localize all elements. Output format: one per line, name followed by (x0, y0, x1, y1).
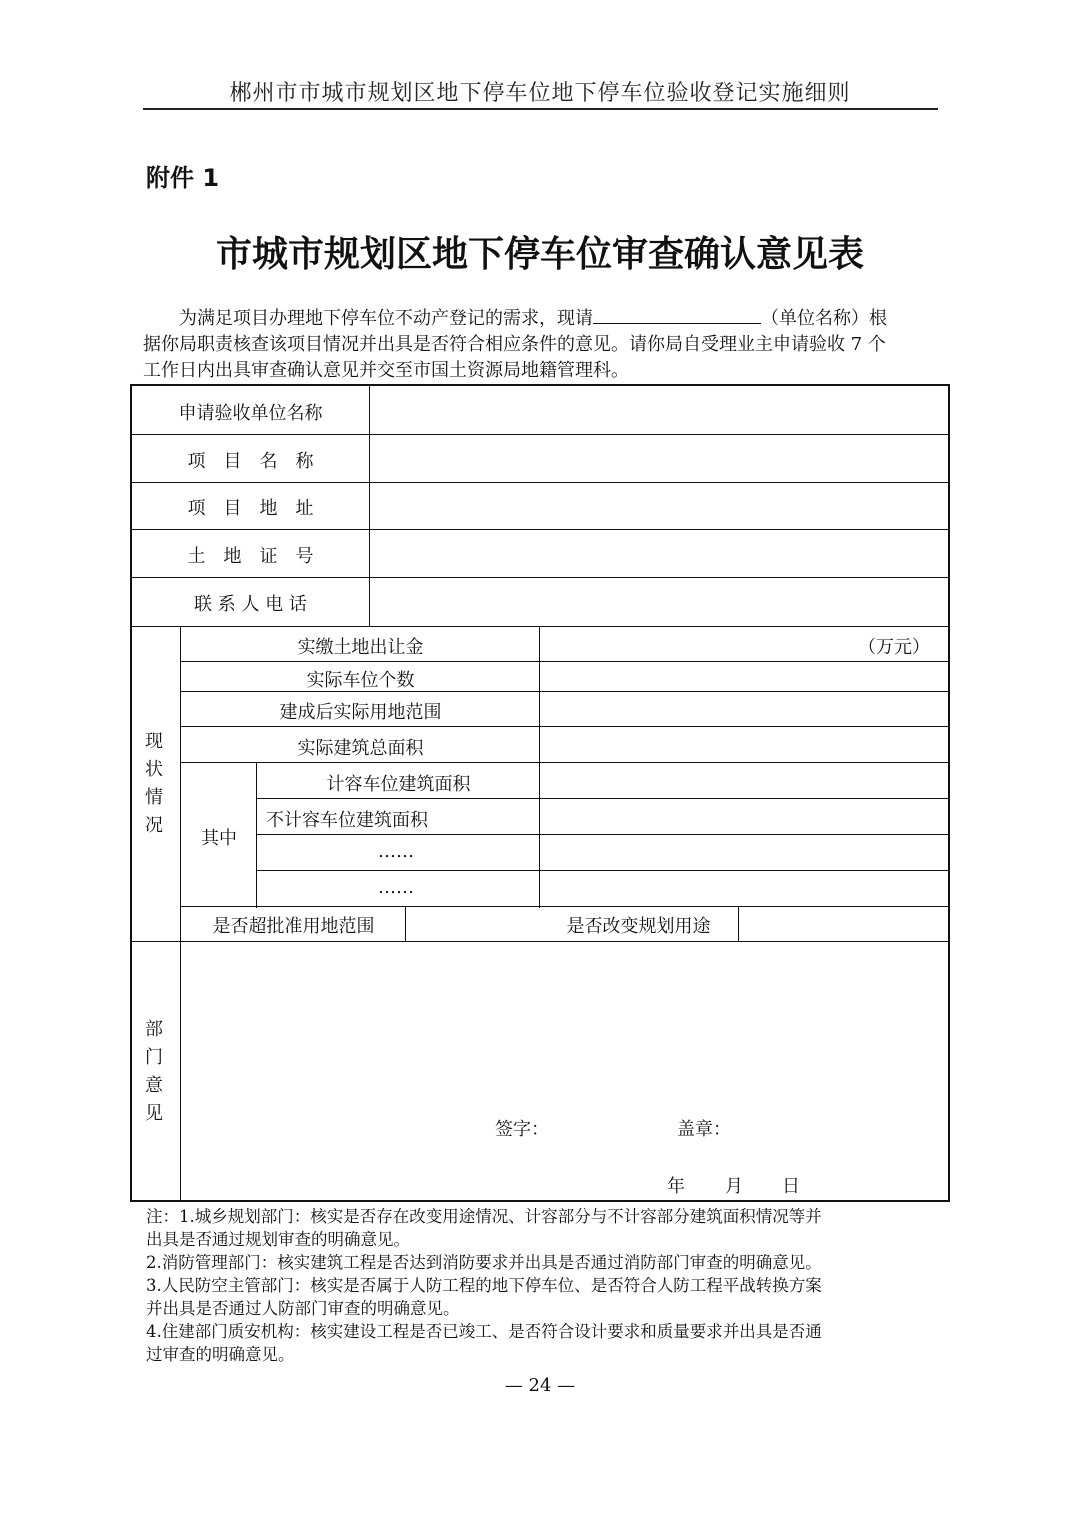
land-certificate-field[interactable] (372, 530, 947, 576)
review-form-table (130, 384, 950, 1202)
total-area-field[interactable] (541, 727, 948, 762)
note-line: 出具是否通过规划审查的明确意见。 (146, 1230, 410, 1249)
contact-phone-label: 联 系 人 电 话 (194, 594, 307, 615)
land-certificate-label: 土 地 证 号 (187, 546, 314, 567)
counted-area-label: 计容车位建筑面积 (326, 774, 471, 795)
note-line: 2.消防管理部门：核实建筑工程是否达到消防要求并出具是否通过消防部门审查的明确意见。 (146, 1253, 822, 1272)
table-rule (405, 906, 406, 942)
ellipsis-row-1: …… (378, 841, 414, 862)
table-rule (256, 834, 950, 835)
form-title: 市城市规划区地下停车位审查确认意见表 (215, 234, 864, 275)
table-rule (256, 762, 257, 908)
opinion-section-label: 部门意见 (145, 1019, 163, 1124)
land-scope-label: 建成后实际用地范围 (279, 702, 442, 723)
note-line: 注：1.城乡规划部门：核实是否存在改变用途情况、计容部分与不计容部分建筑面积情况等并 (146, 1207, 822, 1226)
department-opinion-field[interactable] (182, 943, 948, 1201)
uncounted-area-label: 不计容车位建筑面积 (266, 810, 428, 831)
land-scope-field[interactable] (541, 692, 948, 726)
note-line: 3.人民防空主管部门：核实是否属于人防工程的地下停车位、是否符合人防工程平战转换方案 (146, 1276, 822, 1295)
table-rule (539, 626, 540, 908)
counted-area-field[interactable] (541, 763, 948, 798)
total-area-label: 实际建筑总面积 (297, 738, 424, 759)
intro-text-1: 为满足项目办理地下停车位不动产登记的需求，现请 (179, 308, 593, 329)
change-use-field[interactable] (740, 907, 948, 941)
table-rule (738, 906, 739, 942)
header-divider (143, 108, 938, 110)
note-line: 并出具是否通过人防部门审查的明确意见。 (146, 1299, 460, 1318)
notes-section (146, 1205, 936, 1366)
applicant-unit-field[interactable] (372, 387, 947, 433)
seal-label: 盖章： (677, 1119, 731, 1140)
intro-paragraph (143, 305, 933, 384)
exceed-scope-label: 是否超批准用地范围 (212, 916, 375, 937)
note-line: 过审查的明确意见。 (146, 1345, 295, 1364)
attachment-label: 附件 1 (146, 164, 220, 192)
page-number: — 24 — (504, 1375, 576, 1396)
contact-phone-field[interactable] (372, 578, 947, 624)
date-month-label: 月 (725, 1176, 743, 1197)
uncounted-area-field[interactable] (541, 799, 948, 834)
project-address-field[interactable] (372, 483, 947, 529)
intro-text-3: 据你局职责核查该项目情况并出具是否符合相应条件的意见。请你局自受理业主申请验收 7 个 (143, 334, 886, 355)
status-section-label: 现状情况 (145, 731, 163, 836)
parking-count-field[interactable] (541, 662, 948, 691)
date-day-label: 日 (782, 1176, 800, 1197)
note-line: 4.住建部门质安机构：核实建设工程是否已竣工、是否符合设计要求和质量要求并出具是否通 (146, 1322, 822, 1341)
project-name-label: 项 目 名 称 (187, 451, 314, 472)
project-address-label: 项 目 地 址 (187, 498, 314, 519)
ellipsis-row-2: …… (378, 877, 414, 898)
signature-label: 签字： (495, 1119, 549, 1140)
among-label: 其中 (201, 828, 237, 849)
land-fee-label: 实缴土地出让金 (297, 637, 424, 658)
unit-name-blank[interactable] (593, 305, 761, 324)
land-fee-field[interactable] (541, 627, 871, 660)
table-rule (132, 941, 950, 942)
parking-count-label: 实际车位个数 (306, 670, 415, 691)
table-rule (369, 386, 370, 626)
intro-text-2: （单位名称）根 (761, 308, 887, 329)
change-use-label: 是否改变规划用途 (566, 916, 711, 937)
date-year-label: 年 (667, 1176, 685, 1197)
project-name-field[interactable] (372, 435, 947, 481)
table-rule (256, 870, 950, 871)
land-fee-unit: （万元） (858, 637, 930, 658)
applicant-unit-label: 申请验收单位名称 (178, 403, 323, 424)
exceed-scope-field[interactable] (407, 907, 538, 941)
table-rule (180, 626, 181, 1202)
document-header: 郴州市市城市规划区地下停车位地下停车位验收登记实施细则 (229, 81, 851, 106)
intro-text-4: 工作日内出具审查确认意见并交至市国土资源局地籍管理科。 (143, 360, 629, 381)
